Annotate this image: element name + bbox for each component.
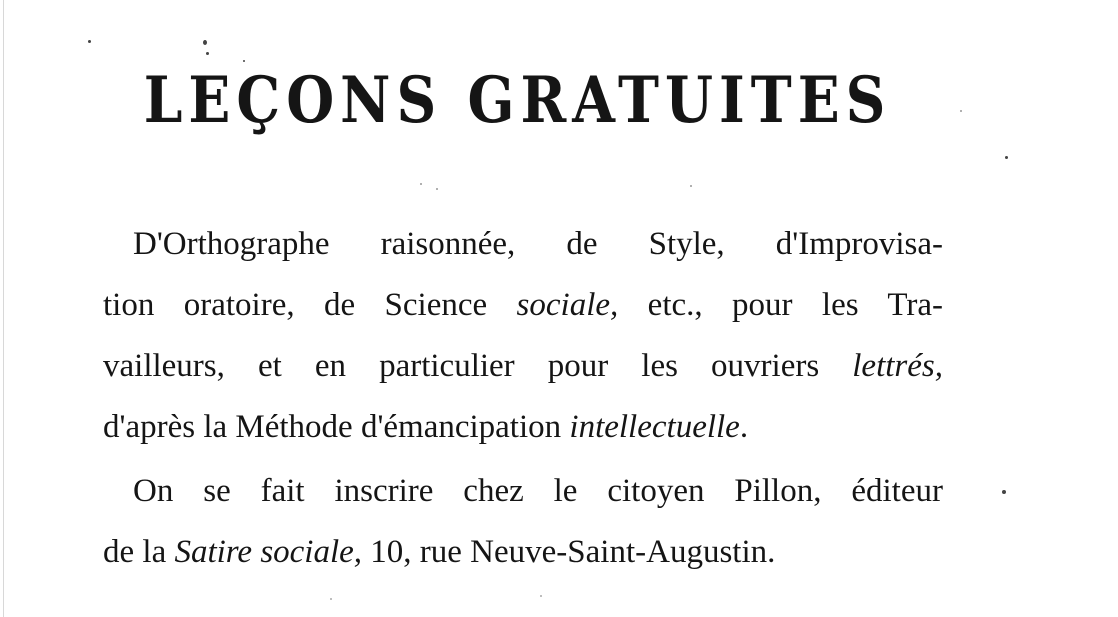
scan-speck [960,110,962,112]
scan-speck [540,595,542,597]
text-span: tion oratoire, de Science [103,287,517,323]
page-title: LEÇONS GRATUITES [143,63,892,138]
text-span: . [739,409,749,445]
text-span: 10, rue Neuve-Saint-Augustin. [362,534,776,570]
paragraph-registration [103,461,943,583]
scan-speck [1002,490,1006,494]
italic-text: intellectuelle [569,409,740,445]
text-line [103,461,943,522]
text-span: d'après la Méthode d'émancipation [103,409,570,445]
paragraph-lessons [103,214,943,458]
italic-text: lettrés, [852,348,943,384]
italic-text: Satire sociale, [174,534,363,570]
text-span: etc., pour les Tra- [618,287,943,323]
scan-speck [243,60,245,62]
text-span: de la [103,534,175,570]
text-span: D'Orthographe raisonnée, de Style, d'Improvisa- [133,226,943,262]
text-line [103,275,943,336]
scan-speck [330,598,332,600]
scan-speck [206,52,209,55]
scan-speck [1005,156,1008,159]
text-span: vailleurs, et en particulier pour les ouvriers [103,348,853,384]
text-line [103,214,943,275]
page-edge-line [3,0,4,617]
text-line [103,336,943,397]
text-line [103,397,943,458]
italic-text: sociale, [516,287,619,323]
scan-speck [420,183,422,185]
scan-speck [88,40,91,43]
scan-speck [436,188,438,190]
scan-speck [203,40,207,45]
scan-speck [690,185,692,187]
text-line [103,522,943,583]
text-span: On se fait inscrire chez le citoyen Pillon, éditeur [133,473,943,509]
